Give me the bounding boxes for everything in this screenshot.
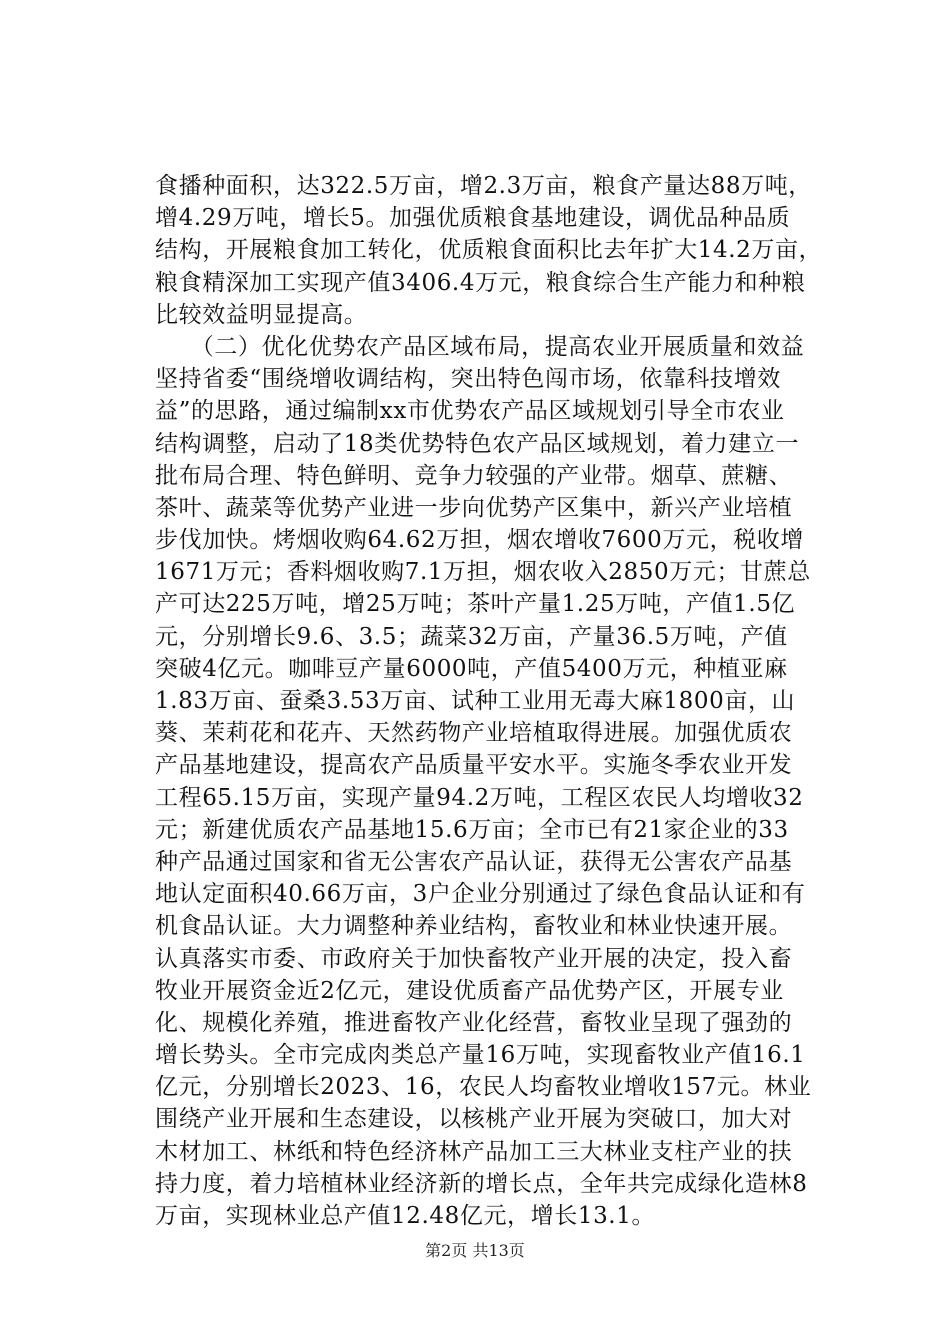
text-line: 牧业开展资金近2亿元，建设优质畜产品优势产区，开展专业 bbox=[155, 977, 784, 1004]
text-line: 批布局合理、特色鲜明、竞争力较强的产业带。烟草、蔗糖、 bbox=[155, 462, 793, 489]
text-line: 葵、茉莉花和花卉、天然药物产业培植取得进展。加强优质农 bbox=[155, 720, 793, 747]
text-line: 结构，开展粮食加工转化，优质粮食面积比去年扩大14.2万亩， bbox=[155, 237, 823, 264]
text-line: 食播种面积，达322.5万亩，增2.3万亩，粮食产量达88万吨， bbox=[155, 173, 812, 199]
text-line: 元，分别增长9.6、3.5；蔬菜32万亩，产量36.5万吨，产值 bbox=[155, 623, 788, 650]
text-line: 持力度，着力培植林业经济新的增长点，全年共完成绿化造林8 bbox=[155, 1170, 808, 1197]
text-line: 坚持省委“围绕增收调结构，突出特色闯市场，依靠科技增效 bbox=[155, 366, 781, 393]
body-text bbox=[155, 170, 845, 1232]
text-line: 结构调整，启动了18类优势特色农产品区域规划，着力建立一 bbox=[155, 430, 800, 457]
text-line: 增4.29万吨，增长5。加强优质粮食基地建设，调优品种品质 bbox=[155, 205, 791, 232]
text-line: 茶叶、蔬菜等优势产业进一步向优势产区集中，新兴产业培植 bbox=[155, 494, 793, 521]
text-line: 增长势头。全市完成肉类总产量16万吨，实现畜牧业产值16.1 bbox=[155, 1042, 806, 1069]
text-line: 步伐加快。烤烟收购64.62万担，烟农增收7600万元，税收增 bbox=[155, 527, 804, 554]
text-line: 比较效益明显提高。 bbox=[155, 301, 368, 328]
text-line: 粮食精深加工实现产值3406.4万元，粮食综合生产能力和种粮 bbox=[155, 269, 806, 296]
page-footer: 第2页 共13页 bbox=[425, 1241, 525, 1260]
text-line: 突破4亿元。咖啡豆产量6000吨，产值5400万元，种植亚麻 bbox=[155, 655, 788, 682]
text-line: 益”的思路，通过编制xx市优势农产品区域规划引导全市农业 bbox=[155, 398, 785, 425]
text-line: 元；新建优质农产品基地15.6万亩；全市已有21家企业的33 bbox=[155, 816, 789, 843]
text-line: 产可达225万吨，增25万吨；茶叶产量1.25万吨，产值1.5亿 bbox=[155, 591, 796, 618]
text-line: 1671万元；香料烟收购7.1万担，烟农收入2850万元；甘蔗总 bbox=[155, 559, 811, 586]
text-line: 机食品认证。大力调整种养业结构，畜牧业和林业快速开展。 bbox=[155, 913, 793, 940]
text-line: （二）优化优势农产品区域布局，提高农业开展质量和效益 bbox=[155, 333, 805, 360]
text-line: 种产品通过国家和省无公害农产品认证，获得无公害农产品基 bbox=[155, 848, 793, 875]
text-line: 地认定面积40.66万亩，3户企业分别通过了绿色食品认证和有 bbox=[155, 881, 806, 908]
text-line: 围绕产业开展和生态建设，以核桃产业开展为突破口，加大对 bbox=[155, 1106, 793, 1133]
text-line: 化、规模化养殖，推进畜牧产业化经营，畜牧业呈现了强劲的 bbox=[155, 1009, 793, 1036]
text-line: 木材加工、林纸和特色经济林产品加工三大林业支柱产业的扶 bbox=[155, 1138, 793, 1165]
text-line: 亿元，分别增长2023、16，农民人均畜牧业增收157元。林业 bbox=[155, 1074, 812, 1101]
text-line: 产品基地建设，提高农产品质量平安水平。实施冬季农业开发 bbox=[155, 752, 793, 779]
text-line: 工程65.15万亩，实现产量94.2万吨，工程区农民人均增收32 bbox=[155, 784, 804, 811]
text-line: 万亩，实现林业总产值12.48亿元，增长13.1。 bbox=[155, 1203, 656, 1229]
text-line: 1.83万亩、蚕桑3.53万亩、试种工业用无毒大麻1800亩，山 bbox=[155, 688, 796, 714]
text-line: 认真落实市委、市政府关于加快畜牧产业开展的决定，投入畜 bbox=[155, 945, 793, 972]
